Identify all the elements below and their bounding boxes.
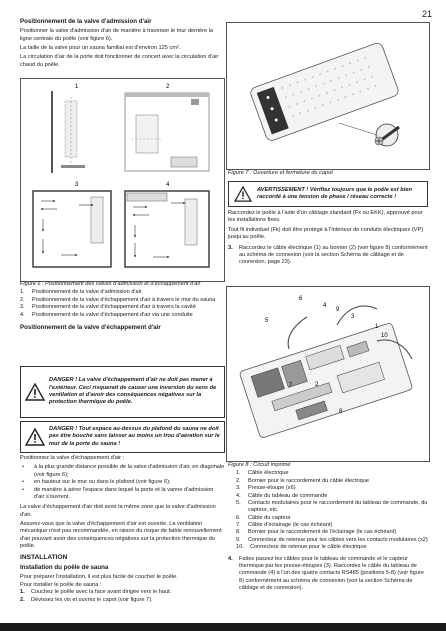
paragraph: Pour préparer l'installation, il est plus facile de coucher le poêle. (20, 574, 178, 581)
list-item: 6. Câble du capteur (236, 514, 291, 521)
figure-8-caption: Figure 8 : Circuit imprimé (228, 462, 291, 468)
fig8-label-4: 4 (323, 303, 327, 309)
fig8-label-7: 7 (289, 383, 293, 389)
figure-6 (20, 78, 225, 282)
circuit-board-illustration (227, 287, 429, 461)
figure-6-list (20, 289, 225, 319)
list-item: 7. Câble d'éclairage (le cas échéant) (236, 522, 333, 528)
fig8-label-6: 6 (299, 296, 303, 302)
list-item: 2. Bornier pour le raccordement du câble électrique (236, 477, 369, 484)
panel-1 (51, 91, 85, 173)
step-2: 2. Dévissez les vis et ouvrez le capot (voir figure 7). (20, 596, 153, 603)
bullet-list (20, 464, 225, 501)
paragraph: Pour installer le poêle de sauna : (20, 581, 102, 588)
list-item: • à la plus grande distance possible de la valve d'admission d'air, en diagonale (voir figure 6); (22, 464, 225, 478)
fig6-label-1: 1 (75, 84, 79, 90)
list-item: 8. Bornier pour le raccordement de l'éclairage (le cas échéant) (236, 529, 397, 536)
panel-2 (125, 93, 209, 171)
list-item: 4. Câble du tableau de commande (236, 492, 328, 499)
exhaust-instructions (20, 455, 225, 604)
figure-8-legend (228, 462, 428, 592)
warning-box (228, 181, 428, 207)
fig8-label-9: 9 (336, 307, 340, 313)
screw-icon (375, 124, 399, 146)
figure-6-caption: Figure 6 : Positionnement des valves d'admission et d'échappement d'air (20, 281, 201, 287)
danger-box-2 (20, 421, 225, 453)
figure-7-caption: Figure 7 : Ouverture et fermeture du capot (228, 170, 333, 176)
warning-triangle-icon (21, 428, 49, 446)
figure-6-legend (20, 281, 225, 334)
danger-text-2: DANGER ! Tout espace au-dessus du plafond du sauna ne doit pas être bouché sans laisser au moins un trou d'aération sur le mur de la porte du sauna ! (49, 426, 220, 447)
figure-7-caption-wrap (228, 170, 428, 178)
warning-triangle-icon (229, 186, 257, 202)
list-item: 10. Connecteur de retenue pour le câble électrique (236, 544, 367, 551)
fig6-label-3: 3 (75, 182, 79, 188)
list-item: • de manière à aérer l'espace dans lequel la porte et la vanne d'admission d'air s'ouvrent. (22, 486, 214, 500)
figure-7 (226, 22, 430, 170)
wiring-instructions (228, 210, 428, 267)
paragraph: Raccordez le poêle à l'aide d'un câblage standard (Fx ou EKK), approuvé pour les installations fixes. (228, 210, 423, 224)
danger-box-1 (20, 366, 225, 418)
fig6-label-4: 4 (166, 182, 170, 188)
step-3: 3. Raccordez le câble électrique (1) au bornier (2) (voir figure 8) conformément au schéma de connexion (voir la section Schéma de câblage et de connexion, page 23). (228, 244, 428, 266)
list-item: 4. Positionnement de la valve d'échappement d'air via une conduite (20, 311, 193, 318)
paragraph: Assurez-vous que la valve d'échappement d'air est ouverte. La ventilation mécanique n'est pas recommandée, en raison du risque de faible renouvellement d'air pouvant avoir des conséquences négatives sur la protection thermique du poêle. (20, 521, 222, 550)
fig8-label-2: 2 (315, 382, 319, 388)
page-number: 21 (421, 9, 432, 19)
list-item: 1. Positionnement de la valve d'admission d'air (20, 289, 142, 296)
figure-8 (226, 286, 430, 462)
paragraph: La valve d'échappement d'air doit avoir la même zone que la valve d'admission d'air. (20, 504, 216, 518)
fig8-label-10: 10 (381, 333, 388, 339)
section-title-air-intake: Positionnement de la valve d'admission d'air (20, 18, 152, 25)
paragraph: Positionner la valve d'admission d'air de manière à traverser le mur derrière la ligne centrale du poêle (voir figure 6). (20, 28, 214, 42)
list-item: • en hauteur sur le mur ou dans le plafond (voir figure 6); (22, 479, 171, 486)
step-4: 4. Faites passez les câbles pour le tableau de commande et le capteur thermique par les presse-étoupes (3). Raccordez le câble du tableau de commande (4) à l'un des quatre contacts RS485 (positions 5-8) (voir figure 8) conformément au schéma de connexion (voir la section Schéma de câblage et de connexion). (228, 555, 424, 591)
figure-8-list (228, 470, 428, 551)
section-title-heater-install: Installation du poêle de sauna (20, 564, 109, 572)
footer-bar (0, 623, 446, 631)
list-item: 1. Câble électrique (236, 470, 289, 477)
panel-4 (125, 191, 209, 267)
ventilation-diagram (21, 79, 224, 281)
list-item: 9. Connecteur de retenue pour les câbles vers les contacts modulaires (x2) (236, 536, 428, 543)
fig8-label-5: 5 (265, 318, 269, 324)
step-1: 1. Couchez le poêle avec la face avant dirigée vers le haut. (20, 589, 172, 596)
heater-cover-illustration (227, 23, 429, 169)
panel-3 (33, 191, 111, 267)
left-column (20, 16, 225, 71)
fig8-label-8: 8 (339, 409, 343, 415)
fig8-label-1: 1 (375, 324, 379, 330)
list-item: 3. Presse-étoupe (x6) (236, 485, 296, 492)
fig8-label-3: 3 (351, 314, 355, 320)
warning-text: AVERTISSEMENT ! Vérifiez toujours que le poêle est bien raccordé à une tension de phase / réseau correcte ! (257, 186, 412, 200)
section-title-installation: INSTALLATION (20, 553, 68, 561)
paragraph: La circulation d'air de la porte doit fonctionner de concert avec la circulation d'air chaud du poêle. (20, 54, 219, 68)
danger-text-1: DANGER ! La valve d'échappement d'air ne doit pas mener à l'extérieur. Ceci risquerait de causer une inversion du sens de ventilation et d'avoir des conséquences négatives sur la protection thermique du poêle. (49, 377, 217, 406)
fig6-label-2: 2 (166, 84, 170, 90)
paragraph: La taille de la valve pour un sauna familial est d'environ 125 cm². (20, 44, 181, 51)
warning-triangle-icon (21, 383, 49, 401)
list-item: 2. Positionnement de la valve d'échappement d'air à travers le mur du sauna (20, 296, 216, 303)
section-title-air-exhaust: Positionnement de la valve d'échappement d'air (20, 323, 161, 331)
list-item: 5. Contacts modulaires pour le raccordement du tableau de commande, du capteur, etc. (236, 499, 428, 514)
list-item: 3. Positionnement de la valve d'échappement d'air à travers la cavité (20, 304, 196, 311)
paragraph: Positionnez la valve d'échappement d'air : (20, 455, 125, 461)
paragraph: Tout fil individuel (Fk) doit être protégé à l'intérieur de conduits électriques (VP) jusqu'au poêle. (228, 226, 424, 241)
